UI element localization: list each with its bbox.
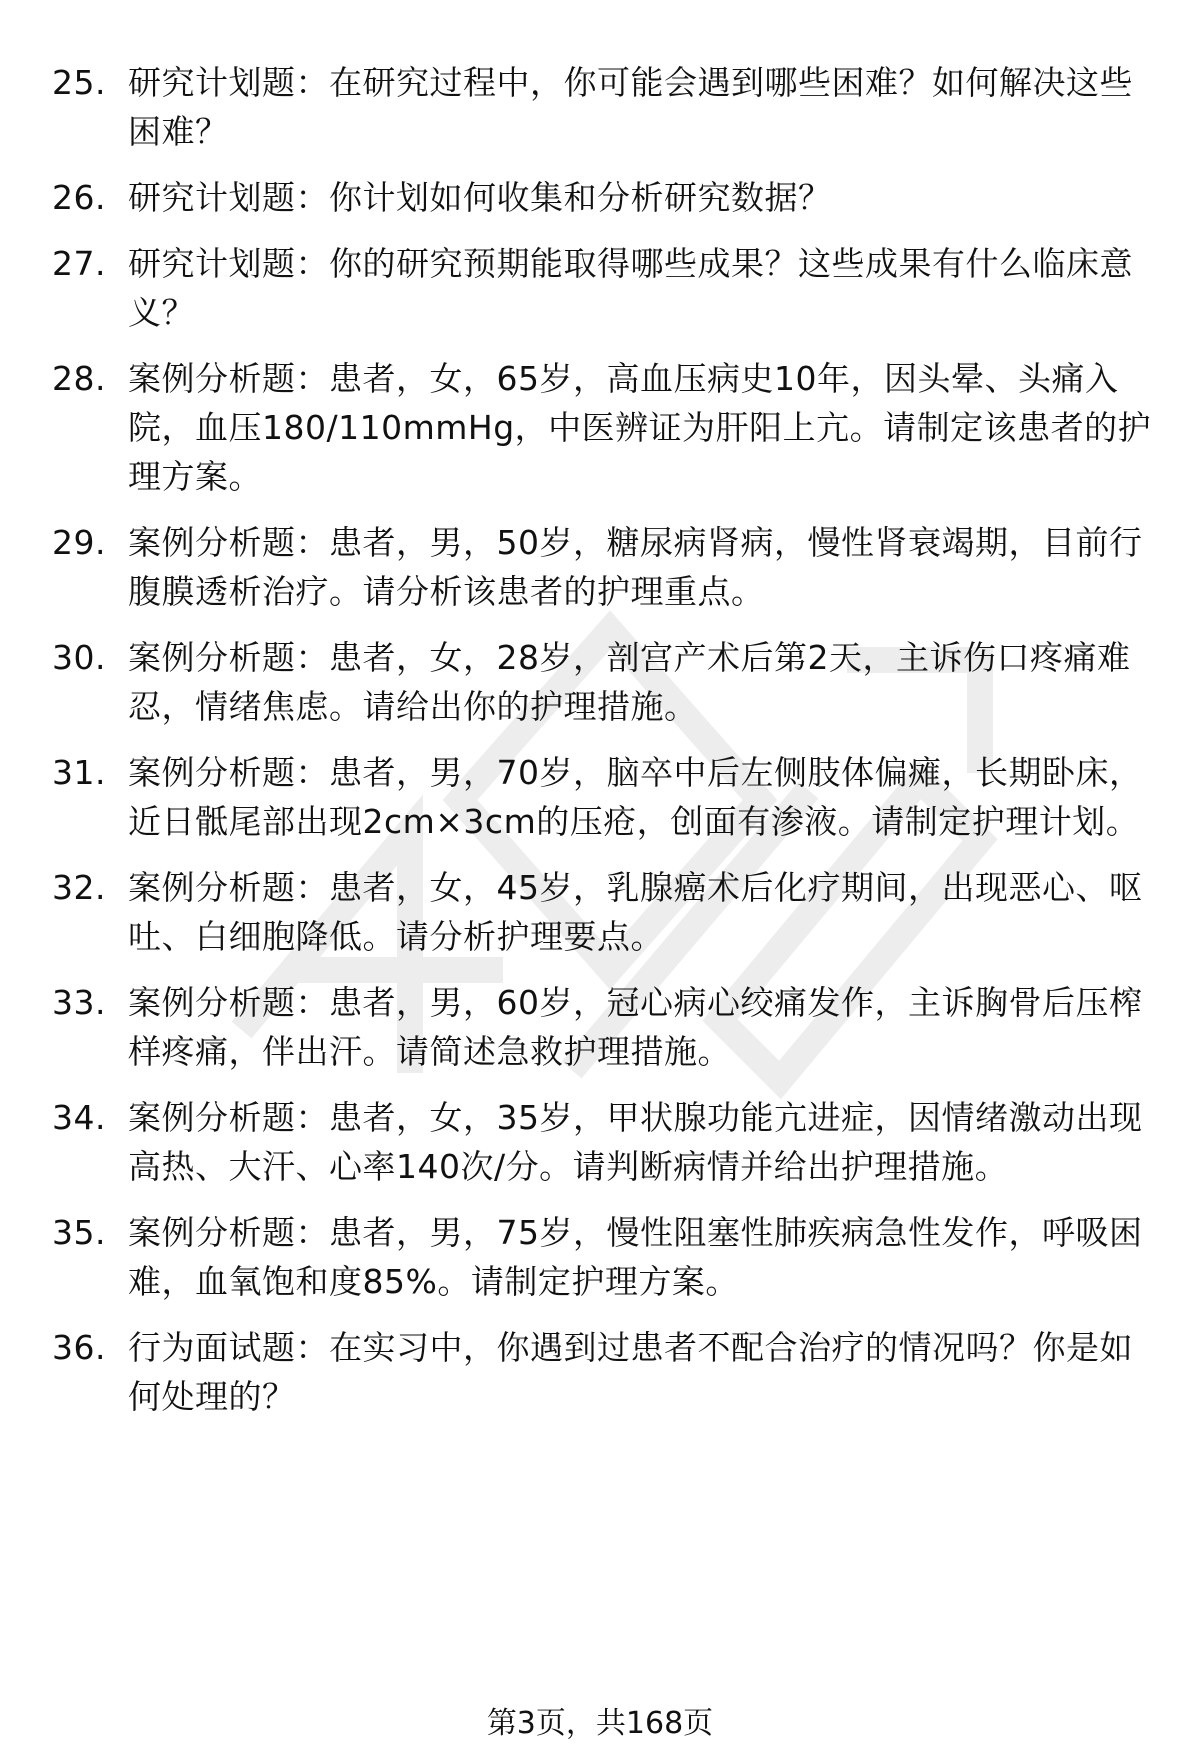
question-number: 30.	[52, 638, 106, 677]
list-item	[52, 354, 1152, 501]
question-text: 案例分析题：患者，女，28岁，剖宫产术后第2天，主诉伤口疼痛难忍，情绪焦虑。请给出你的护理措施。	[128, 638, 1131, 726]
question-text: 研究计划题：你计划如何收集和分析研究数据？	[128, 178, 832, 217]
question-text: 案例分析题：患者，男，70岁，脑卒中后左侧肢体偏瘫，长期卧床，近日骶尾部出现2cm×3cm的压疮，创面有渗液。请制定护理计划。	[128, 753, 1143, 841]
list-item	[52, 173, 1152, 222]
question-text: 案例分析题：患者，男，75岁，慢性阻塞性肺疾病急性发作，呼吸困难，血氧饱和度85%。请制定护理方案。	[128, 1213, 1143, 1301]
question-number: 29.	[52, 523, 106, 562]
list-item	[52, 1208, 1152, 1306]
question-number: 34.	[52, 1098, 106, 1137]
question-number: 28.	[52, 359, 106, 398]
question-number: 36.	[52, 1328, 106, 1367]
question-text: 案例分析题：患者，男，60岁，冠心病心绞痛发作，主诉胸骨后压榨样疼痛，伴出汗。请简述急救护理措施。	[128, 983, 1143, 1071]
question-text: 研究计划题：你的研究预期能取得哪些成果？这些成果有什么临床意义？	[128, 244, 1133, 332]
page-footer: 第3页，共168页	[486, 1706, 714, 1741]
list-item	[52, 1323, 1152, 1421]
question-text: 案例分析题：患者，男，50岁，糖尿病肾病，慢性肾衰竭期，目前行腹膜透析治疗。请分析该患者的护理重点。	[128, 523, 1143, 611]
question-number: 35.	[52, 1213, 106, 1252]
list-item	[52, 748, 1152, 846]
question-text: 案例分析题：患者，女，65岁，高血压病史10年，因头晕、头痛入院，血压180/110mmHg，中医辨证为肝阳上亢。请制定该患者的护理方案。	[128, 359, 1152, 496]
list-item	[52, 633, 1152, 731]
question-text: 案例分析题：患者，女，35岁，甲状腺功能亢进症，因情绪激动出现高热、大汗、心率140次/分。请判断病情并给出护理措施。	[128, 1098, 1143, 1186]
question-number: 31.	[52, 753, 106, 792]
question-list	[52, 58, 1152, 1421]
question-number: 33.	[52, 983, 106, 1022]
list-item	[52, 978, 1152, 1076]
question-text: 行为面试题：在实习中，你遇到过患者不配合治疗的情况吗？你是如何处理的？	[128, 1328, 1133, 1416]
list-item	[52, 58, 1152, 156]
list-item	[52, 239, 1152, 337]
question-number: 26.	[52, 178, 106, 217]
question-number: 25.	[52, 63, 106, 102]
list-item	[52, 518, 1152, 616]
question-number: 32.	[52, 868, 106, 907]
question-text: 研究计划题：在研究过程中，你可能会遇到哪些困难？如何解决这些困难？	[128, 63, 1133, 151]
list-item	[52, 1093, 1152, 1191]
question-text: 案例分析题：患者，女，45岁，乳腺癌术后化疗期间，出现恶心、呕吐、白细胞降低。请分析护理要点。	[128, 868, 1143, 956]
question-number: 27.	[52, 244, 106, 283]
list-item	[52, 863, 1152, 961]
